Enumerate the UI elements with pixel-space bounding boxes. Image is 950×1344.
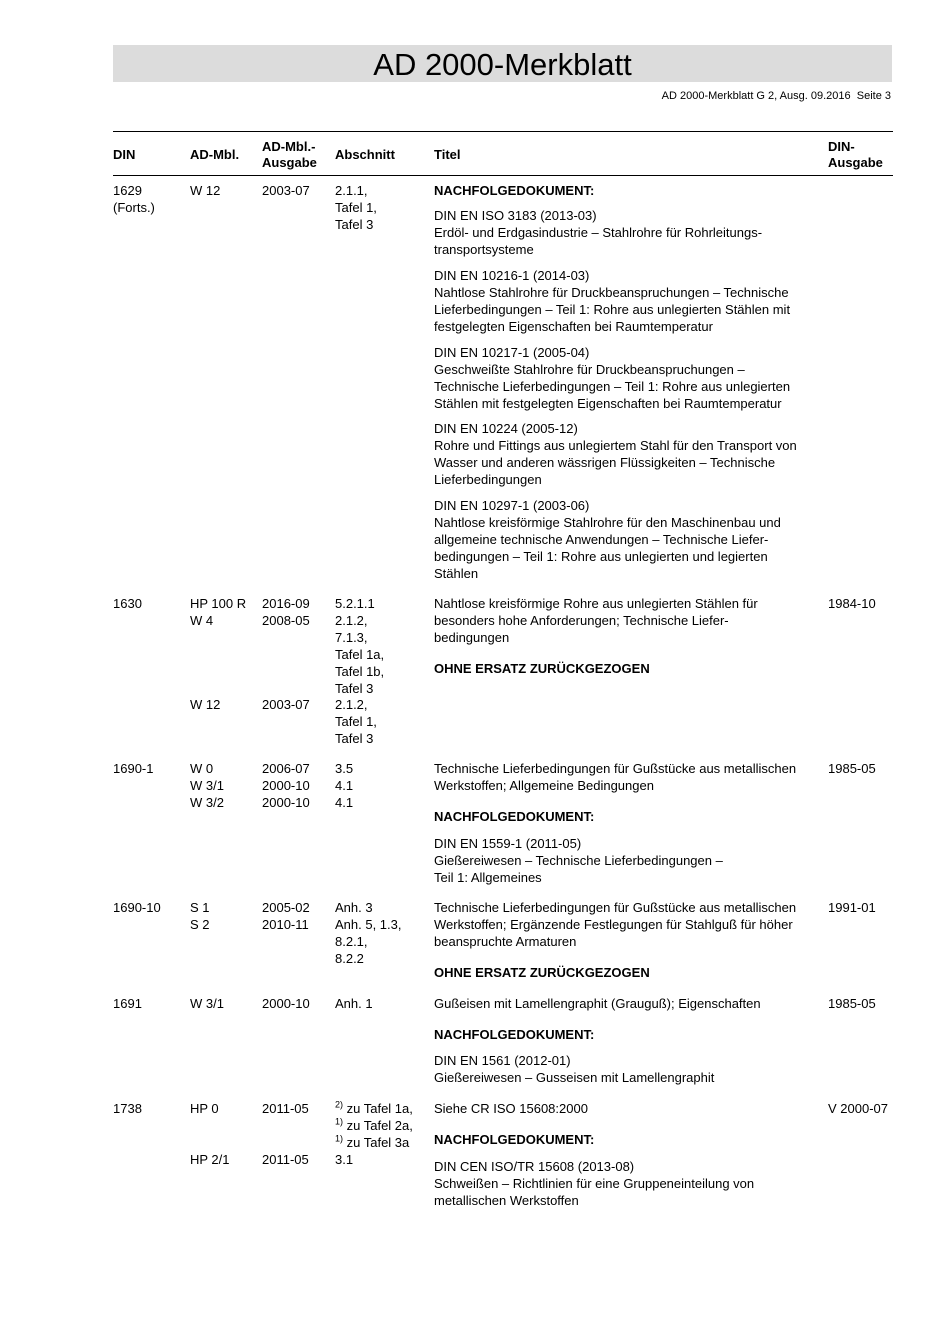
document-reference: AD 2000-Merkblatt G 2, Ausg. 09.2016	[661, 90, 851, 102]
abschnitt-line: 2.1.1,	[335, 183, 368, 198]
doc-line: Lieferbedingungen	[434, 472, 542, 487]
titel-line: Technische Lieferbedingungen für Gußstücke aus metallischen	[434, 761, 797, 776]
doc-line: Technische Lieferbedingungen – Teil 1: Rohre aus unlegierten	[434, 379, 791, 394]
successor-document	[434, 1052, 714, 1086]
abschnitt-line: Tafel 1b,	[335, 664, 385, 679]
ausgabe-line: 2010-11	[262, 917, 309, 932]
header-din-ausgabe	[828, 139, 883, 171]
cell-ad-ausgabe	[262, 899, 310, 933]
doc-line: DIN EN 10216-1 (2014-03)	[434, 268, 590, 283]
abschnitt-line: Tafel 1,	[335, 714, 377, 729]
cell-din: 1691	[113, 996, 142, 1011]
titel-line: besonders hohe Anforderungen; Technische Liefer-	[434, 613, 729, 628]
cell-ad-ausgabe	[262, 760, 310, 811]
doc-line: Teil 1: Allgemeines	[434, 870, 542, 885]
abschnitt-line: Anh. 5, 1.3,	[335, 917, 402, 932]
doc-line: DIN EN ISO 3183 (2013-03)	[434, 208, 597, 223]
cell-titel: Gußeisen mit Lamellengraphit (Grauguß); Eigenschaften	[434, 996, 761, 1011]
header-din: DIN	[113, 147, 136, 162]
successor-document	[434, 420, 797, 488]
header-ad-ausgabe-line2: Ausgabe	[262, 155, 317, 170]
doc-line: DIN EN 10297-1 (2003-06)	[434, 498, 590, 513]
cell-abschnitt	[335, 696, 377, 747]
doc-line: Gießereiwesen – Gusseisen mit Lamellengraphit	[434, 1070, 715, 1085]
doc-line: Wasser und anderen wässrigen Flüssigkeiten – Technische	[434, 455, 776, 470]
doc-line: DIN CEN ISO/TR 15608 (2013-08)	[434, 1159, 635, 1174]
titel-line: Technische Lieferbedingungen für Gußstücke aus metallischen	[434, 900, 797, 915]
successor-label: NACHFOLGEDOKUMENT:	[434, 183, 595, 198]
titel-line: beanspruchte Armaturen	[434, 934, 577, 949]
abschnitt-text: zu Tafel 2a,	[343, 1118, 413, 1133]
successor-document	[434, 497, 781, 582]
successor-label: NACHFOLGEDOKUMENT:	[434, 1027, 595, 1042]
doc-line: DIN EN 1561 (2012-01)	[434, 1053, 571, 1068]
header-din-ausgabe-line1: DIN-	[828, 139, 855, 154]
titel-line: Werkstoffen; Ergänzende Festlegungen für Stahlguß für höher	[434, 917, 793, 932]
ad-mbl-line: W 3/1	[190, 778, 224, 793]
abschnitt-line	[335, 1117, 413, 1134]
ausgabe-line: 2008-05	[262, 613, 310, 628]
cell-ad-ausgabe: 2000-10	[262, 996, 310, 1011]
cell-din-ausgabe: V 2000-07	[828, 1101, 888, 1116]
doc-line: Erdöl- und Erdgasindustrie – Stahlrohre für Rohrleitungs-	[434, 225, 763, 240]
ausgabe-line: 2005-02	[262, 900, 310, 915]
cell-abschnitt	[335, 760, 353, 811]
ad-mbl-line: HP 100 R	[190, 596, 247, 611]
cell-abschnitt	[335, 182, 377, 233]
successor-label: NACHFOLGEDOKUMENT:	[434, 809, 595, 824]
cell-abschnitt	[335, 1100, 413, 1168]
header-abschnitt: Abschnitt	[335, 147, 395, 162]
header-ad-ausgabe	[262, 139, 317, 171]
withdrawn-status: OHNE ERSATZ ZURÜCKGEZOGEN	[434, 661, 650, 676]
cell-ad-mbl	[190, 760, 224, 811]
doc-line: metallischen Werkstoffen	[434, 1193, 579, 1208]
cell-abschnitt	[335, 899, 402, 967]
cell-ad-mbl: HP 0	[190, 1101, 219, 1116]
table-header-rule	[113, 175, 893, 176]
doc-line: Schweißen – Richtlinien für eine Gruppeneinteilung von	[434, 1176, 755, 1191]
doc-line: DIN EN 1559-1 (2011-05)	[434, 836, 582, 851]
ausgabe-line: 2006-07	[262, 761, 310, 776]
footnote-marker: 1)	[335, 1133, 344, 1144]
cell-din	[113, 182, 155, 216]
abschnitt-text: zu Tafel 3a	[343, 1135, 410, 1150]
successor-label: NACHFOLGEDOKUMENT:	[434, 1132, 595, 1147]
abschnitt-line: 2.1.2,	[335, 613, 368, 628]
cell-din: 1690-1	[113, 761, 154, 776]
abschnitt-line: 4.1	[335, 795, 354, 810]
ausgabe-line: 2000-10	[262, 795, 310, 810]
doc-line: Rohre und Fittings aus unlegiertem Stahl für den Transport von	[434, 438, 797, 453]
ausgabe-line: 2016-09	[262, 596, 310, 611]
abschnitt-line: Tafel 1,	[335, 200, 377, 215]
document-title-bar	[113, 45, 892, 82]
cell-titel	[434, 760, 796, 794]
cell-ad-ausgabe: 2003-07	[262, 183, 310, 198]
titel-line: Werkstoffen; Allgemeine Bedingungen	[434, 778, 654, 793]
abschnitt-line: 8.2.2	[335, 951, 364, 966]
din-number: 1629	[113, 183, 142, 198]
cell-din-ausgabe: 1984-10	[828, 596, 876, 611]
cell-ad-mbl: W 3/1	[190, 996, 224, 1011]
ad-mbl-line: S 2	[190, 917, 210, 932]
titel-line: bedingungen	[434, 630, 510, 645]
cell-din: 1630	[113, 596, 142, 611]
cell-ad-ausgabe: 2003-07	[262, 697, 310, 712]
cell-ad-mbl: W 12	[190, 183, 221, 198]
abschnitt-line: Tafel 3	[335, 217, 374, 232]
cell-titel	[434, 595, 758, 646]
cell-abschnitt: Anh. 1	[335, 996, 373, 1011]
abschnitt-line: Tafel 3	[335, 681, 374, 696]
table-top-rule	[113, 131, 893, 132]
abschnitt-line: 3.5	[335, 761, 354, 776]
footnote-marker: 1)	[335, 1116, 344, 1127]
successor-document	[434, 1158, 754, 1209]
cell-abschnitt	[335, 595, 384, 697]
abschnitt-line: 4.1	[335, 778, 354, 793]
cell-ad-ausgabe	[262, 595, 310, 629]
cell-din-ausgabe: 1985-05	[828, 996, 876, 1011]
abschnitt-line: 7.1.3,	[335, 630, 368, 645]
page-reference	[662, 90, 891, 103]
header-titel: Titel	[434, 147, 461, 162]
header-ad-ausgabe-line1: AD-Mbl.-	[262, 139, 316, 154]
abschnitt-line: Tafel 1a,	[335, 647, 385, 662]
ad-mbl-line: S 1	[190, 900, 210, 915]
doc-line: Gießereiwesen – Technische Lieferbedingungen –	[434, 853, 723, 868]
header-ad-mbl: AD-Mbl.	[190, 147, 240, 162]
cell-din-ausgabe: 1991-01	[828, 900, 876, 915]
abschnitt-line: 3.1	[335, 1152, 354, 1167]
ad-mbl-line: W 4	[190, 613, 214, 628]
cell-ad-mbl: W 12	[190, 697, 221, 712]
doc-line: allgemeine technische Anwendungen – Technische Liefer-	[434, 532, 769, 547]
abschnitt-line	[335, 1134, 413, 1151]
doc-line: Nahtlose kreisförmige Stahlrohre für den Maschinenbau und	[434, 515, 781, 530]
header-din-ausgabe-line2: Ausgabe	[828, 155, 883, 170]
cell-ad-mbl	[190, 595, 246, 629]
successor-document	[434, 267, 790, 335]
successor-document	[434, 207, 762, 258]
cell-ad-ausgabe: 2011-05	[262, 1101, 309, 1116]
abschnitt-line: 8.2.1,	[335, 934, 368, 949]
doc-line: transportsysteme	[434, 242, 534, 257]
abschnitt-line: Anh. 3	[335, 900, 373, 915]
document-title: AD 2000-Merkblatt	[373, 47, 632, 82]
abschnitt-line: 2.1.2,	[335, 697, 368, 712]
cell-titel	[434, 899, 796, 950]
doc-line: Lieferbedingungen – Teil 1: Rohre aus unlegierten Stählen mit	[434, 302, 791, 317]
doc-line: Stählen mit festgelegten Eigenschaften bei Raumtemperatur	[434, 396, 782, 411]
cell-ad-ausgabe: 2011-05	[262, 1152, 309, 1167]
abschnitt-line: Tafel 3	[335, 731, 374, 746]
abschnitt-line	[335, 1100, 413, 1117]
cell-ad-mbl	[190, 899, 210, 933]
doc-line: festgelegten Eigenschaften bei Raumtemperatur	[434, 319, 713, 334]
cell-din-ausgabe: 1985-05	[828, 761, 876, 776]
doc-line: DIN EN 10217-1 (2005-04)	[434, 345, 590, 360]
successor-document	[434, 835, 723, 886]
titel-line: Nahtlose kreisförmige Rohre aus unlegierten Stählen für	[434, 596, 758, 611]
abschnitt-line: 5.2.1.1	[335, 596, 375, 611]
ausgabe-line: 2000-10	[262, 778, 310, 793]
doc-line: bedingungen – Teil 1: Rohre aus unlegierten und legierten	[434, 549, 768, 564]
withdrawn-status: OHNE ERSATZ ZURÜCKGEZOGEN	[434, 965, 650, 980]
ad-mbl-line: W 0	[190, 761, 214, 776]
doc-line: DIN EN 10224 (2005-12)	[434, 421, 578, 436]
doc-line: Stählen	[434, 566, 479, 581]
doc-line: Nahtlose Stahlrohre für Druckbeanspruchungen – Technische	[434, 285, 789, 300]
successor-document	[434, 344, 790, 412]
abschnitt-text: zu Tafel 1a,	[343, 1101, 413, 1116]
cell-titel: Siehe CR ISO 15608:2000	[434, 1101, 588, 1116]
cell-din: 1690-10	[113, 900, 161, 915]
footnote-marker: 2)	[335, 1099, 344, 1110]
din-continued: (Forts.)	[113, 200, 155, 215]
cell-ad-mbl: HP 2/1	[190, 1152, 230, 1167]
page-number: Seite 3	[856, 90, 891, 102]
ad-mbl-line: W 3/2	[190, 795, 224, 810]
cell-din: 1738	[113, 1101, 142, 1116]
doc-line: Geschweißte Stahlrohre für Druckbeanspruchungen –	[434, 362, 745, 377]
